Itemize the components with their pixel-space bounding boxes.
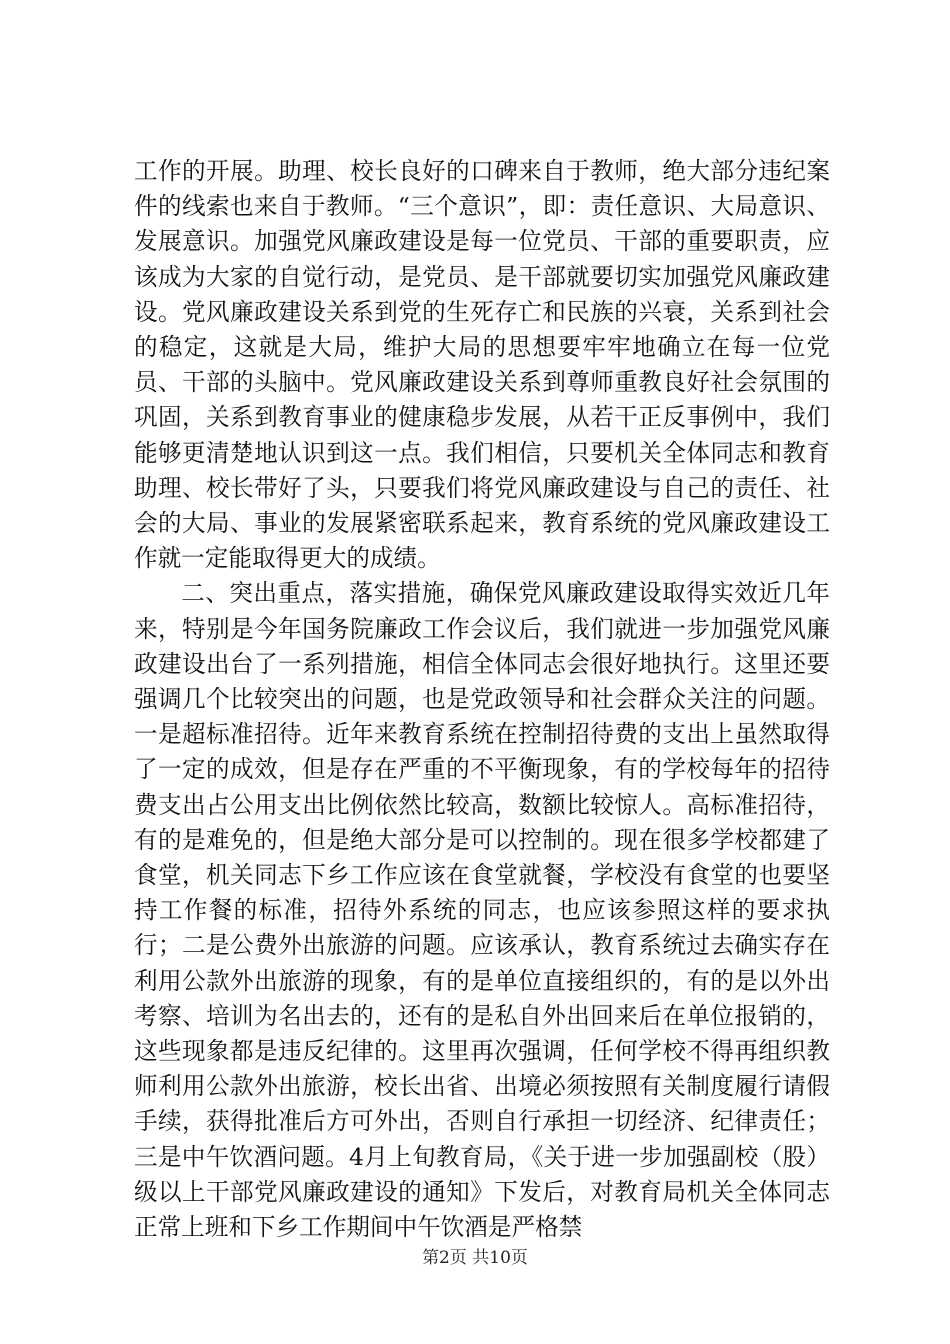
body-text xyxy=(134,154,830,1245)
page-footer: 第2页 共10页 xyxy=(422,1248,528,1268)
paragraph-1: 工作的开展。助理、校长良好的口碑来自于教师，绝大部分违纪案件的线索也来自于教师。“三个意识”，即：责任意识、大局意识、发展意识。加强党风廉政建设是每一位党员、干部的重要职责，应该成为大家的自觉行动，是党员、是干部就要切实加强党风廉政建设。党风廉政建设关系到党的生死存亡和民族的兴衰，关系到社会的稳定，这就是大局，维护大局的思想要牢牢地确立在每一位党员、干部的头脑中。党风廉政建设关系到尊师重教良好社会氛围的巩固，关系到教育事业的健康稳步发展，从若干正反事例中，我们能够更清楚地认识到这一点。我们相信，只要机关全体同志和教育助理、校长带好了头，只要我们将党风廉政建设与自己的责任、社会的大局、事业的发展紧密联系起来，教育系统的党风廉政建设工作就一定能取得更大的成绩。 xyxy=(134,157,830,573)
paragraph-2: 二、突出重点，落实措施，确保党风廉政建设取得实效近几年来，特别是今年国务院廉政工作会议后，我们就进一步加强党风廉政建设出台了一系列措施，相信全体同志会很好地执行。这里还要强调几个比较突出的问题，也是党政领导和社会群众关注的问题。一是超标准招待。近年来教育系统在控制招待费的支出上虽然取得了一定的成效，但是存在严重的不平衡现象，有的学校每年的招待费支出占公用支出比例依然比较高，数额比较惊人。高标准招待，有的是难免的，但是绝大部分是可以控制的。现在很多学校都建了食堂，机关同志下乡工作应该在食堂就餐，学校没有食堂的也要坚持工作餐的标准，招待外系统的同志，也应该参照这样的要求执行；二是公费外出旅游的问题。应该承认，教育系统过去确实存在利用公款外出旅游的现象，有的是单位直接组织的，有的是以外出考察、培训为名出去的，还有的是私自外出回来后在单位报销的，这些现象都是违反纪律的。这里再次强调，任何学校不得再组织教师利用公款外出旅游，校长出省、出境必须按照有关制度履行请假手续，获得批准后方可外出，否则自行承担一切经济、纪律责任；三是中午饮酒问题。4月上旬教育局，《关于进一步加强副校（股）级以上干部党风廉政建设的通知》下发后，对教育局机关全体同志正常上班和下乡工作期间中午饮酒是严格禁 xyxy=(134,579,830,1242)
